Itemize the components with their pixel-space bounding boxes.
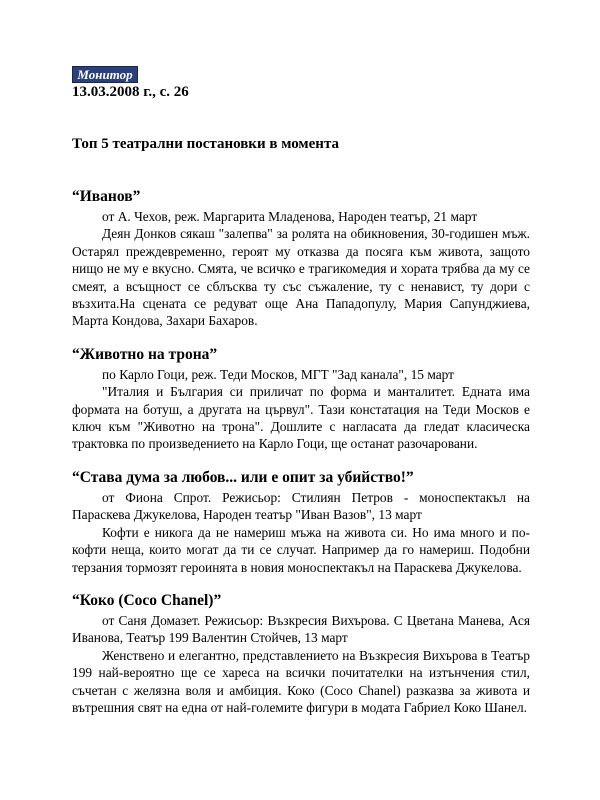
play-title: “Иванов” (72, 188, 141, 205)
play-credits: от Фиона Спрот. Режисьор: Стилиян Петров - моноспектакъл на Параскева Джукелова, Народен театър "Иван Вазов", 13 март (72, 489, 530, 523)
article-title: Топ 5 театрални постановки в момента (72, 136, 339, 152)
play-credits: от А. Чехов, реж. Маргарита Младенова, Народен театър, 21 март (102, 209, 478, 224)
play-credits: от Саня Домазет. Режисьор: Възкресия Вихърова. С Цветана Манева, Ася Иванова, Театър 199 Валентин Стойчев, 13 март (72, 612, 530, 646)
play-title: “Става дума за любов... или е опит за убийство!” (72, 468, 414, 486)
play-entry (72, 467, 530, 576)
monitor-logo: Монитор (72, 66, 138, 83)
play-description: Женствено и елегантно, представлението на Възкресия Вихърова в Театър 199 най-вероятно ще се хареса на всички почитателки на изтънчения стил, съчетан с желязна воля и амбиция. Коко (Coco Chanel) разказва за живота и вътрешния свят на една от най-големите фигури в модата Габриел Коко Шанел. (72, 647, 530, 715)
play-description: Деян Донков сякаш "залепва" за ролята на обикновения, 30-годишен мъж. Остарял преждевременно, героят му отказва да посяга към живота, защото нищо не му е вкусно. Смята, че всичко е трагикомедия и хората трябва да му се смеят, а всъщност се сблъсква ту със съжаление, ту с ненавист, ту дори с възхита.На сцената се редуват още Ана Пападопулу, Мария Сапунджиева, Марта Кондова, Захари Бахаров. (72, 226, 530, 329)
play-title: “Животно на трона” (72, 345, 218, 363)
play-entry (72, 186, 530, 330)
play-credits: по Карло Гоци, реж. Теди Москов, МГТ "Зад канала", 15 март (102, 366, 455, 382)
play-description: "Италия и България си приличат по форма и манталитет. Едната има формата на ботуш, а другата на цървул". Тази констатация на Теди Москов е ключ към "Животно на трона". Дошлите с нагласата да гледат класическа трактовка по произведението на Карло Гоци, ще останат разочаровани. (72, 384, 530, 452)
article-body (72, 186, 530, 716)
play-entry (72, 590, 530, 716)
play-title: “Коко (Coco Chanel)” (72, 591, 222, 609)
play-entry (72, 344, 530, 453)
play-description: Кофти е никога да не намериш мъжа на живота си. Но има много и по-кофти неща, които могат да ти се случат. Например да го намериш. Подобни терзания тормозят героинята в новия моноспектакъл на Параскева Джукелова. (72, 524, 530, 575)
dateline: 13.03.2008 г., с. 26 (72, 84, 189, 100)
